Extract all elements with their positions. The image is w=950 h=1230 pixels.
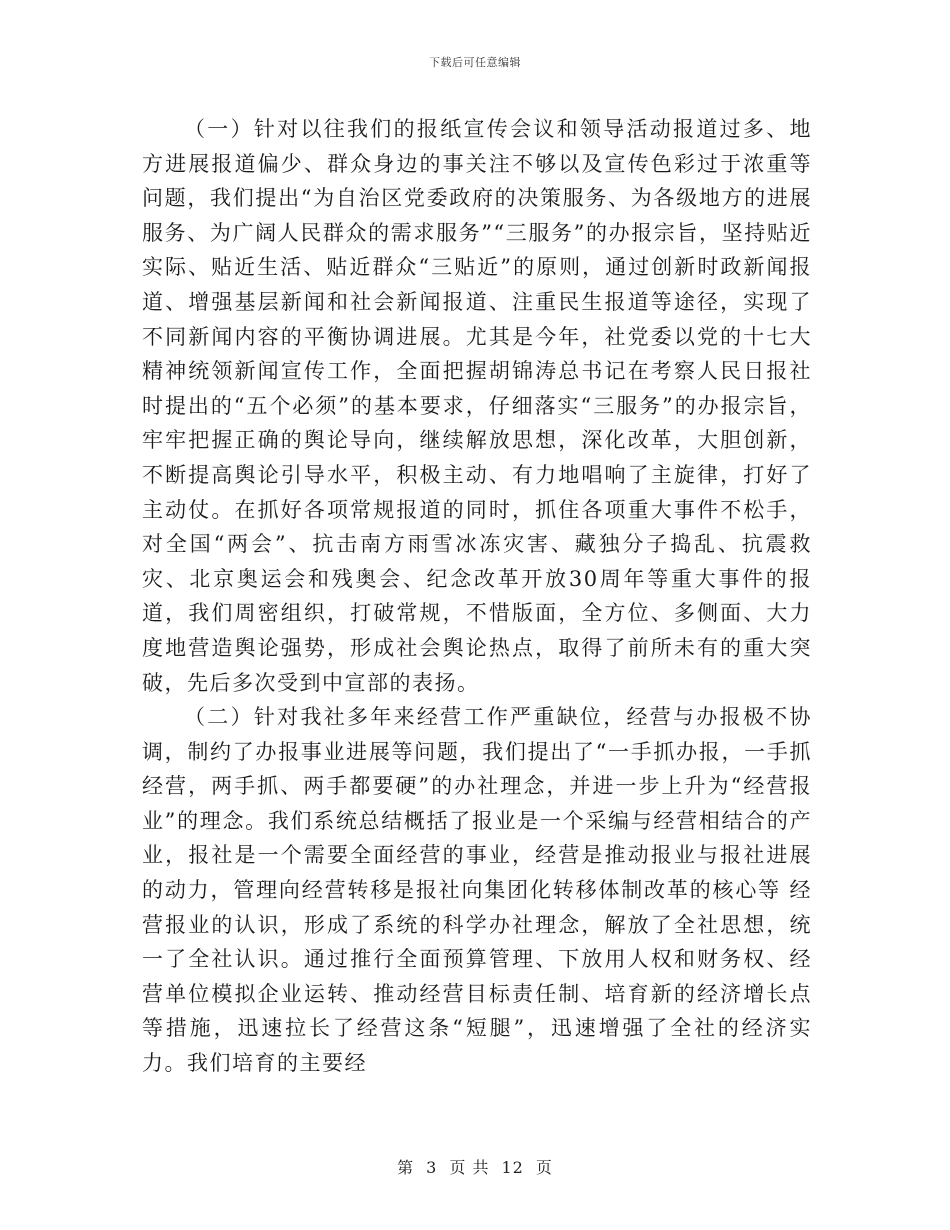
total-page-count: 12 bbox=[501, 1158, 524, 1177]
document-body bbox=[142, 112, 812, 1081]
footer-middle: 页 共 bbox=[449, 1158, 490, 1177]
footer-prefix: 第 bbox=[397, 1158, 415, 1177]
paragraph-2: （二）针对我社多年来经营工作严重缺位，经营与办报极不协调，制约了办报事业进展等问题，我们提出了“一手抓办报，一手抓经营，两手抓、两手都要硬”的办社理念，并进一步上升为“经营报业”的理念。我们系统总结概括了报业是一个采编与经营相结合的产业，报社是一个需要全面经营的事业，经营是推动报业与报社进展的动力，管理向经营转移是报社向集团化转移体制改革的核心等 经营报业的认识，形成了系统的科学办社理念，解放了全社思想，统一了全社认识。通过推行全面预算管理、下放用人权和财务权、经营单位模拟企业运转、推动经营目标责任制、培育新的经济增长点等措施，迅速拉长了经营这条“短腿”，迅速增强了全社的经济实力。我们培育的主要经 bbox=[142, 705, 812, 1076]
page-number-footer bbox=[0, 1155, 950, 1178]
paragraph-1: （一）针对以往我们的报纸宣传会议和领导活动报道过多、地方进展报道偏少、群众身边的事关注不够以及宣传色彩过于浓重等问题，我们提出“为自治区党委政府的决策服务、为各级地方的进展服务、为广阔人民群众的需求服务”“三服务”的办报宗旨，坚持贴近实际、贴近生活、贴近群众“三贴近”的原则，通过创新时政新闻报道、增强基层新闻和社会新闻报道、注重民生报道等途径，实现了不同新闻内容的平衡协调进展。尤其是今年，社党委以党的十七大精神统领新闻宣传工作，全面把握胡锦涛总书记在考察人民日报社时提出的“五个必须”的基本要求，仔细落实“三服务”的办报宗旨，牢牢把握正确的舆论导向，继续解放思想，深化改革，大胆创新，不断提高舆论引导水平，积极主动、有力地唱响了主旋律，打好了主动仗。在抓好各项常规报道的同时，抓住各项重大事件不松手，对全国“两会”、抗击南方雨雪冰冻灾害、藏独分子捣乱、抗震救灾、北京奥运会和残奥会、纪念改革开放30周年等重大事件的报道，我们周密组织，打破常规，不惜版面，全方位、多侧面、大力度地营造舆论强势，形成社会舆论热点，取得了前所未有的重大突破，先后多次受到中宣部的表扬。 bbox=[142, 117, 812, 695]
current-page-number: 3 bbox=[426, 1158, 438, 1177]
page-header: 下载后可任意编辑 bbox=[429, 56, 521, 69]
footer-suffix: 页 bbox=[535, 1158, 553, 1177]
